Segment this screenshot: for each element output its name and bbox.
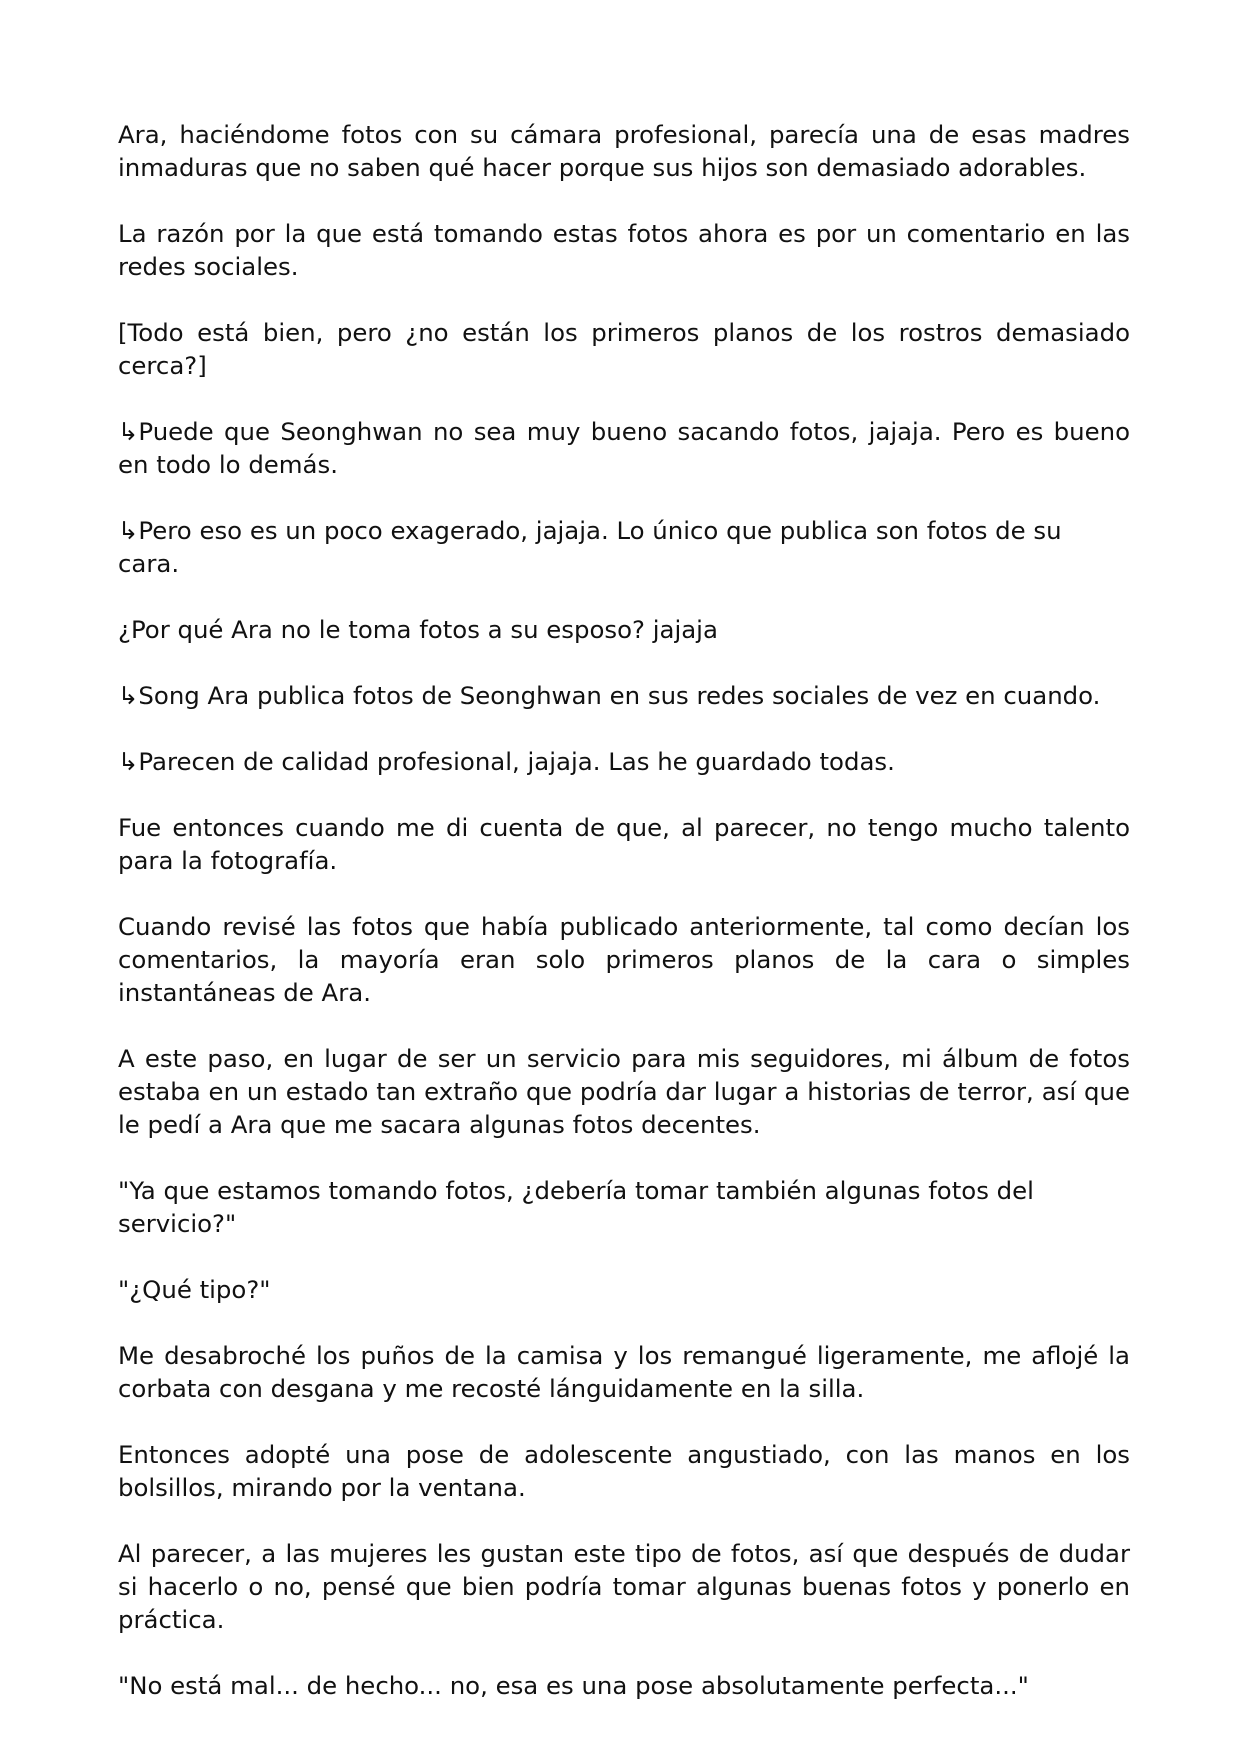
paragraph-8: ↳Parecen de calidad profesional, jajaja. Las he guardado todas.: [118, 747, 895, 776]
paragraph-3: [Todo está bien, pero ¿no están los primeros planos de los rostros demasiado cerca?]: [118, 318, 1130, 380]
paragraph-2: La razón por la que está tomando estas fotos ahora es por un comentario en las redes sociales.: [118, 219, 1130, 281]
document-body: [118, 118, 1130, 1735]
paragraph-7: ↳Song Ara publica fotos de Seonghwan en sus redes sociales de vez en cuando.: [118, 681, 1101, 710]
paragraph-16: Al parecer, a las mujeres les gustan este tipo de fotos, así que después de dudar si hacerlo o no, pensé que bien podría tomar algunas buenas fotos y ponerlo en práctica.: [118, 1539, 1130, 1634]
paragraph-17: "No está mal... de hecho... no, esa es una pose absolutamente perfecta...": [118, 1671, 1029, 1700]
paragraph-11: A este paso, en lugar de ser un servicio para mis seguidores, mi álbum de fotos estaba en un estado tan extraño que podría dar lugar a historias de terror, así que le pedí a Ara que me sacara algunas fotos decentes.: [118, 1044, 1130, 1139]
paragraph-10: Cuando revisé las fotos que había publicado anteriormente, tal como decían los comentarios, la mayoría eran solo primeros planos de la cara o simples instantáneas de Ara.: [118, 912, 1130, 1007]
paragraph-13: "¿Qué tipo?": [118, 1275, 271, 1304]
paragraph-4: ↳Puede que Seonghwan no sea muy bueno sacando fotos, jajaja. Pero es bueno en todo lo demás.: [118, 417, 1130, 479]
paragraph-15: Entonces adopté una pose de adolescente angustiado, con las manos en los bolsillos, mirando por la ventana.: [118, 1440, 1130, 1502]
paragraph-9: Fue entonces cuando me di cuenta de que, al parecer, no tengo mucho talento para la fotografía.: [118, 813, 1130, 875]
paragraph-6: ¿Por qué Ara no le toma fotos a su esposo? jajaja: [118, 615, 718, 644]
paragraph-14: Me desabroché los puños de la camisa y los remangué ligeramente, me aflojé la corbata con desgana y me recosté lánguidamente en la silla.: [118, 1341, 1130, 1403]
paragraph-5: ↳Pero eso es un poco exagerado, jajaja. Lo único que publica son fotos de su cara.: [118, 516, 1062, 578]
paragraph-1: Ara, haciéndome fotos con su cámara profesional, parecía una de esas madres inmaduras que no saben qué hacer porque sus hijos son demasiado adorables.: [118, 120, 1130, 182]
paragraph-12: "Ya que estamos tomando fotos, ¿debería tomar también algunas fotos del servicio?": [118, 1176, 1034, 1238]
